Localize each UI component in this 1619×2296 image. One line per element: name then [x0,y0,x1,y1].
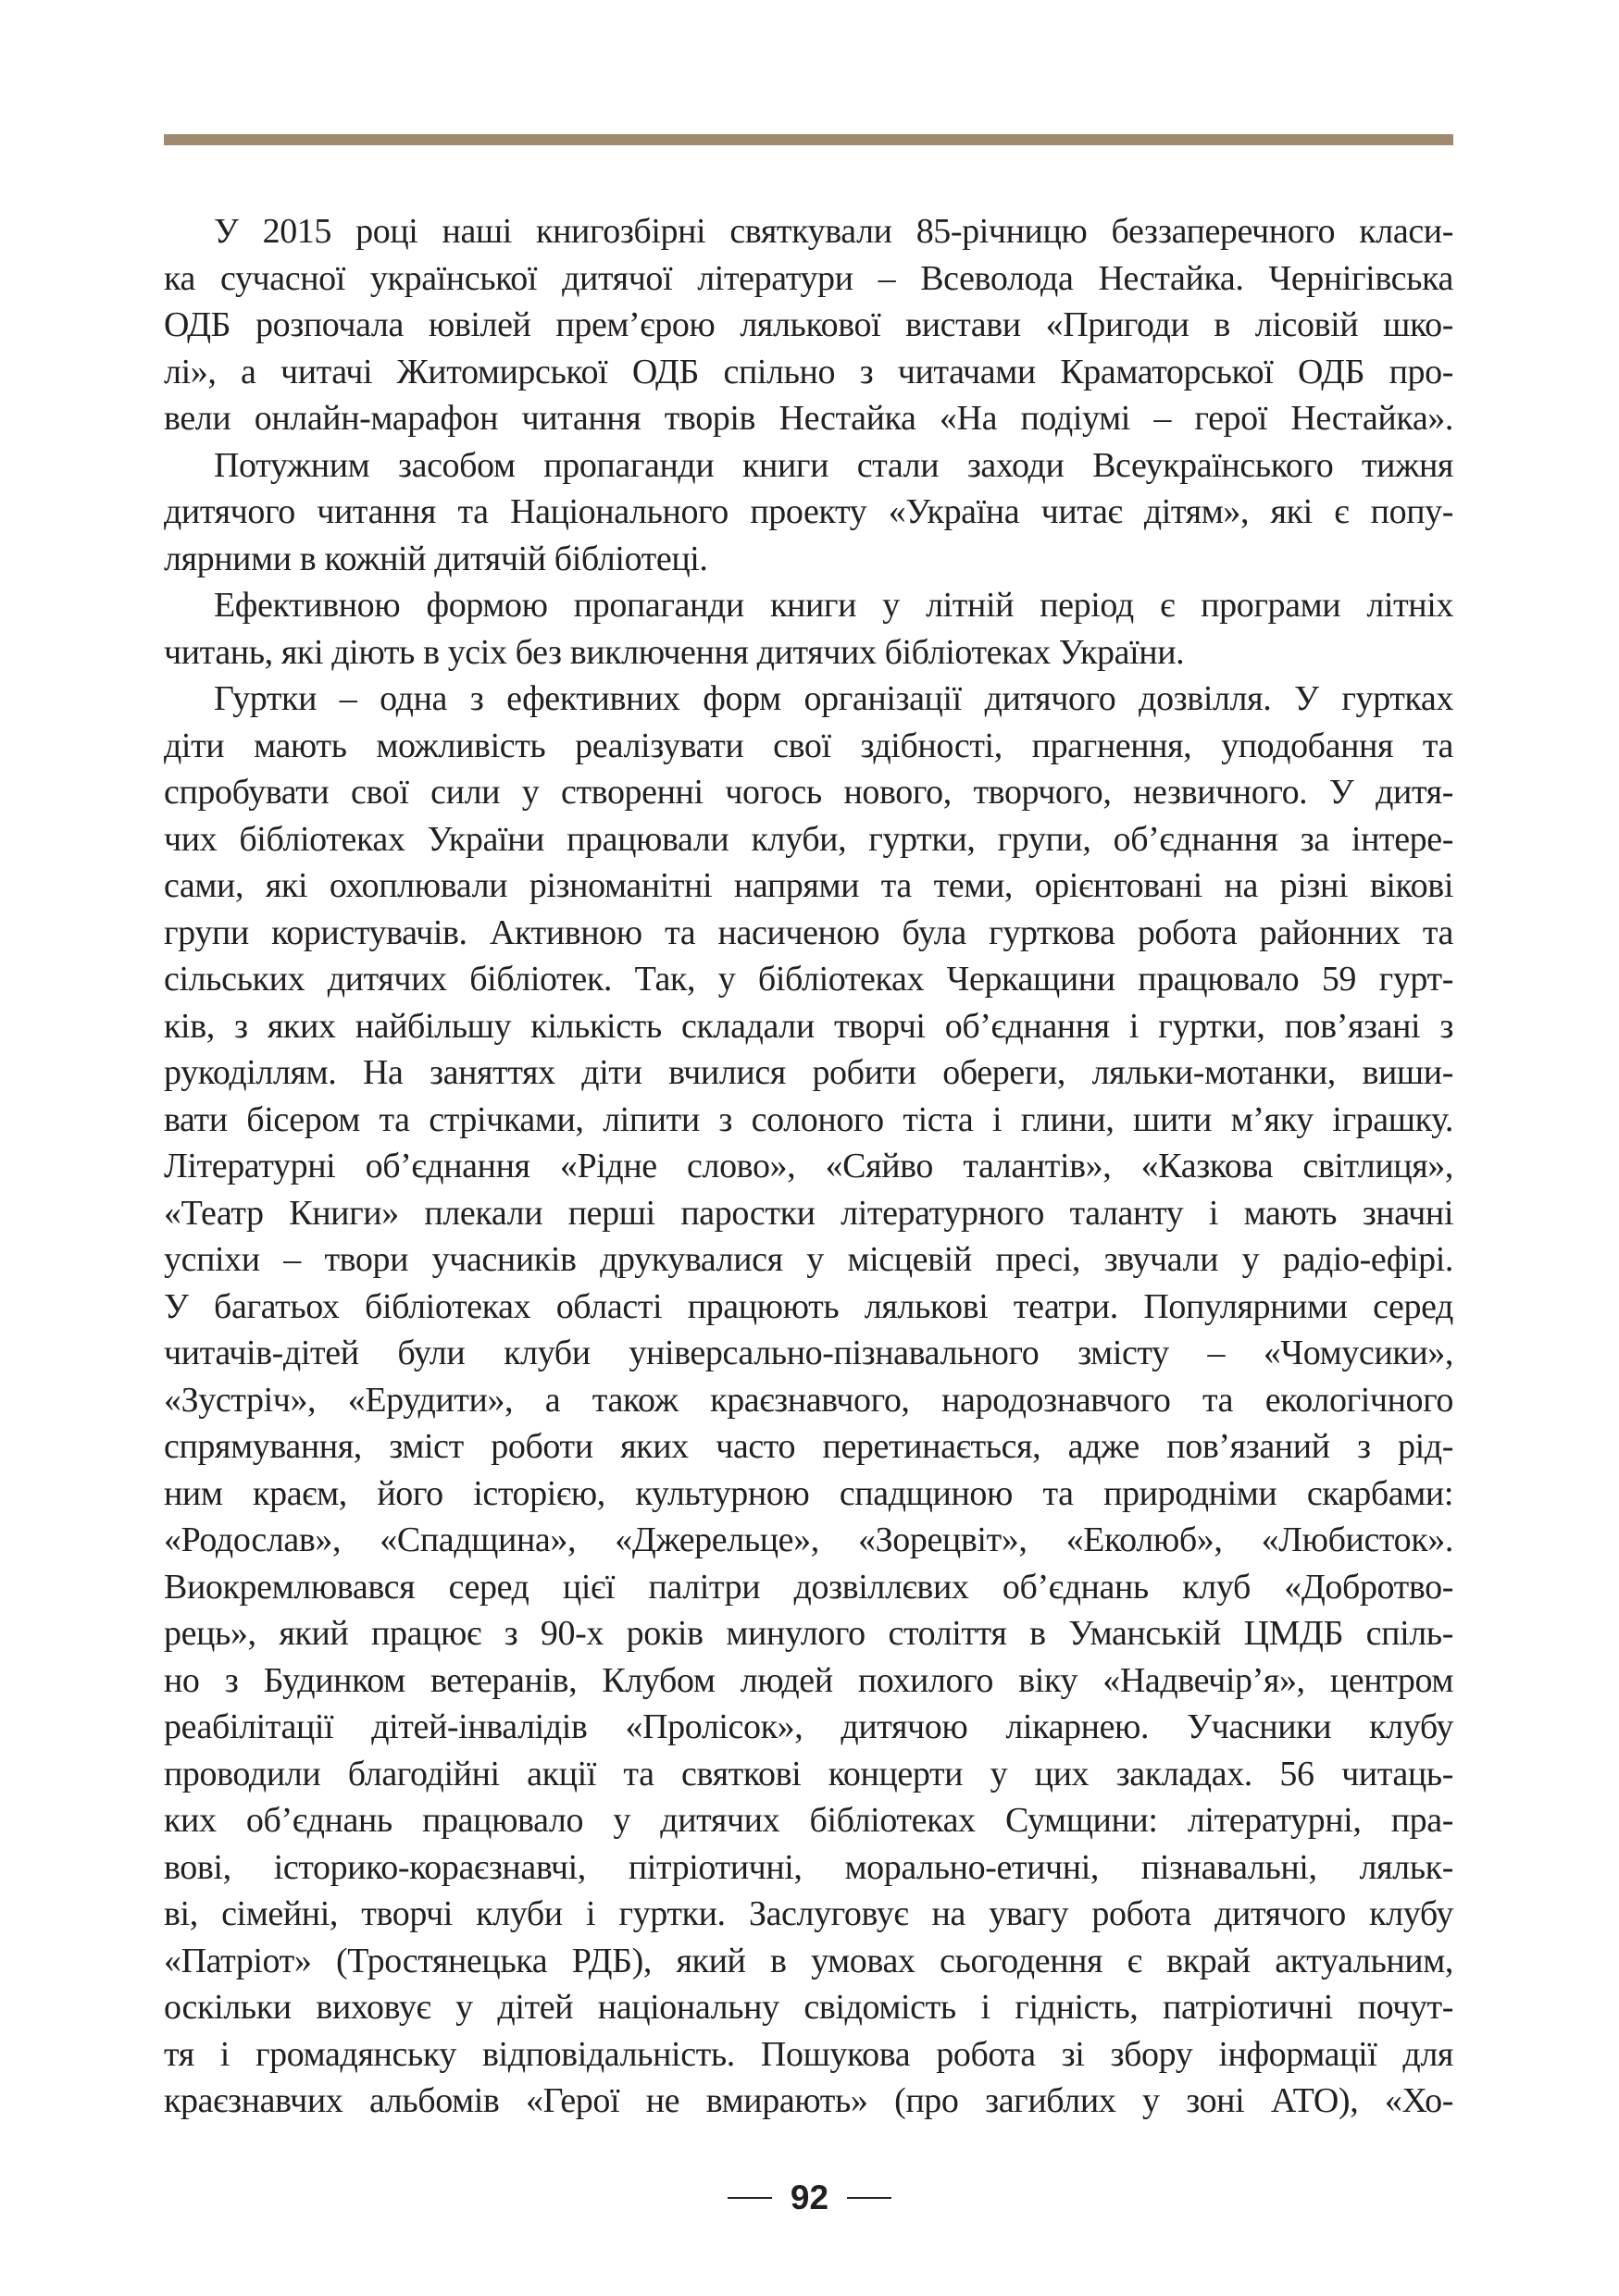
text-line: лярними в кожній дитячій бібліотеці. [164,539,708,578]
page-footer [0,2170,1619,2226]
text-line: тя і громадянську відповідальність. Пошукова робота зі збору інформації для [164,2034,1453,2074]
text-line: У 2015 році наші книгозбірні святкували 85-річницю беззаперечного класи- [214,212,1453,251]
page-number: 92 [790,2178,829,2216]
text-line: діти мають можливість реалізувати свої здібності, прагнення, уподобання та [164,726,1453,765]
text-line: ОДБ розпочала ювілей прем’єрою лялькової вистави «Пригоди в лісовій шко- [164,305,1453,344]
text-line: сами, які охоплювали різноманітні напрями та теми, орієнтовані на різні вікові [164,866,1453,905]
text-line: успіхи – твори учасників друкувалися у місцевій пресі, звучали у радіо-ефірі. [164,1240,1453,1279]
text-line: рукоділлям. На заняттях діти вчилися робити обереги, ляльки-мотанки, виши- [164,1053,1453,1092]
text-line: проводили благодійні акції та святкові концерти у цих закладах. 56 читаць- [164,1754,1453,1793]
text-line: ві, сімейні, творчі клуби і гуртки. Заслуговує на увагу робота дитячого клубу [164,1894,1453,1933]
text-line: спробувати свої сили у створенні чогось нового, творчого, незвичного. У дитя- [164,773,1453,812]
body-text [164,208,1453,2125]
text-line: читачів-дітей були клуби універсально-пізнавального змісту – «Чомусики», [164,1334,1453,1372]
text-line: «Зустріч», «Ерудити», а також краєзнавчого, народознавчого та екологічного [164,1380,1453,1420]
text-line: вели онлайн-марафон читання творів Нестайка «На подіумі – герої Нестайка». [164,399,1453,438]
text-line: ним краєм, його історією, культурною спадщиною та природніми скарбами: [164,1473,1453,1513]
footer-left-dash [728,2197,772,2199]
text-line: Ефективною формою пропаганди книги у літній період є програми літніх [214,586,1453,625]
text-line: Виокремлювався серед цієї палітри дозвіллєвих об’єднань клуб «Добротво- [164,1567,1453,1607]
footer-right-dash [847,2197,891,2199]
text-line: вати бісером та стрічками, ліпити з солоного тіста і глини, шити м’яку іграшку. [164,1099,1453,1139]
text-line: но з Будинком ветеранів, Клубом людей похилого віку «Надвечір’я», центром [164,1660,1453,1700]
text-line: оскільки виховує у дітей національну свідомість і гідність, патріотичні почут- [164,1988,1453,2027]
text-line: «Театр Книги» плекали перші паростки літературного таланту і мають значні [164,1193,1453,1233]
text-line: Гуртки – одна з ефективних форм організації дитячого дозвілля. У гуртках [214,679,1453,718]
text-line: лі», а читачі Житомирської ОДБ спільно з читачами Краматорської ОДБ про- [164,352,1453,391]
text-line: Потужним засобом пропаганди книги стали заходи Всеукраїнського тижня [214,445,1453,485]
text-line: краєзнавчих альбомів «Герої не вмирають» (про загиблих у зоні АТО), «Хо- [164,2081,1453,2120]
text-line: сільських дитячих бібліотек. Так, у бібліотеках Черкащини працювало 59 гурт- [164,960,1453,999]
text-line: реабілітації дітей-інвалідів «Пролісок», дитячою лікарнею. Учасники клубу [164,1707,1453,1746]
text-line: спрямування, зміст роботи яких часто перетинається, адже пов’язаний з рід- [164,1427,1453,1466]
text-line: Літературні об’єднання «Рідне слово», «Сяйво талантів», «Казкова світлиця», [164,1147,1453,1185]
text-line: читань, які діють в усіх без виключення дитячих бібліотеках України. [164,632,1185,672]
text-line: У багатьох бібліотеках області працюють лялькові театри. Популярними серед [164,1286,1453,1326]
text-line: дитячого читання та Національного проекту «Україна читає дітям», які є попу- [164,492,1453,531]
text-line: ка сучасної української дитячої літератури – Всеволода Нестайка. Чернігівська [164,258,1453,298]
text-line: групи користувачів. Активною та насиченою була гурткова робота районних та [164,912,1453,952]
text-line: чих бібліотеках України працювали клуби, гуртки, групи, об’єднання за інтере- [164,819,1453,859]
text-line: «Родослав», «Спадщина», «Джерельце», «Зорецвіт», «Еколюб», «Любисток». [164,1520,1453,1559]
text-line: ких об’єднань працювало у дитячих бібліотеках Сумщини: літературні, пра- [164,1801,1453,1840]
text-line: «Патріот» (Тростянецька РДБ), який в умовах сьогодення є вкрай актуальним, [164,1941,1453,1980]
text-line: вові, історико-кораєзнавчі, пітріотичні, морально-етичні, пізнавальні, ляльк- [164,1847,1453,1887]
text-line: рець», який працює з 90-х років минулого століття в Уманській ЦМДБ спіль- [164,1614,1453,1653]
top-rule [164,134,1453,145]
text-line: ків, з яких найбільшу кількість складали творчі об’єднання і гуртки, пов’язані з [164,1006,1453,1046]
